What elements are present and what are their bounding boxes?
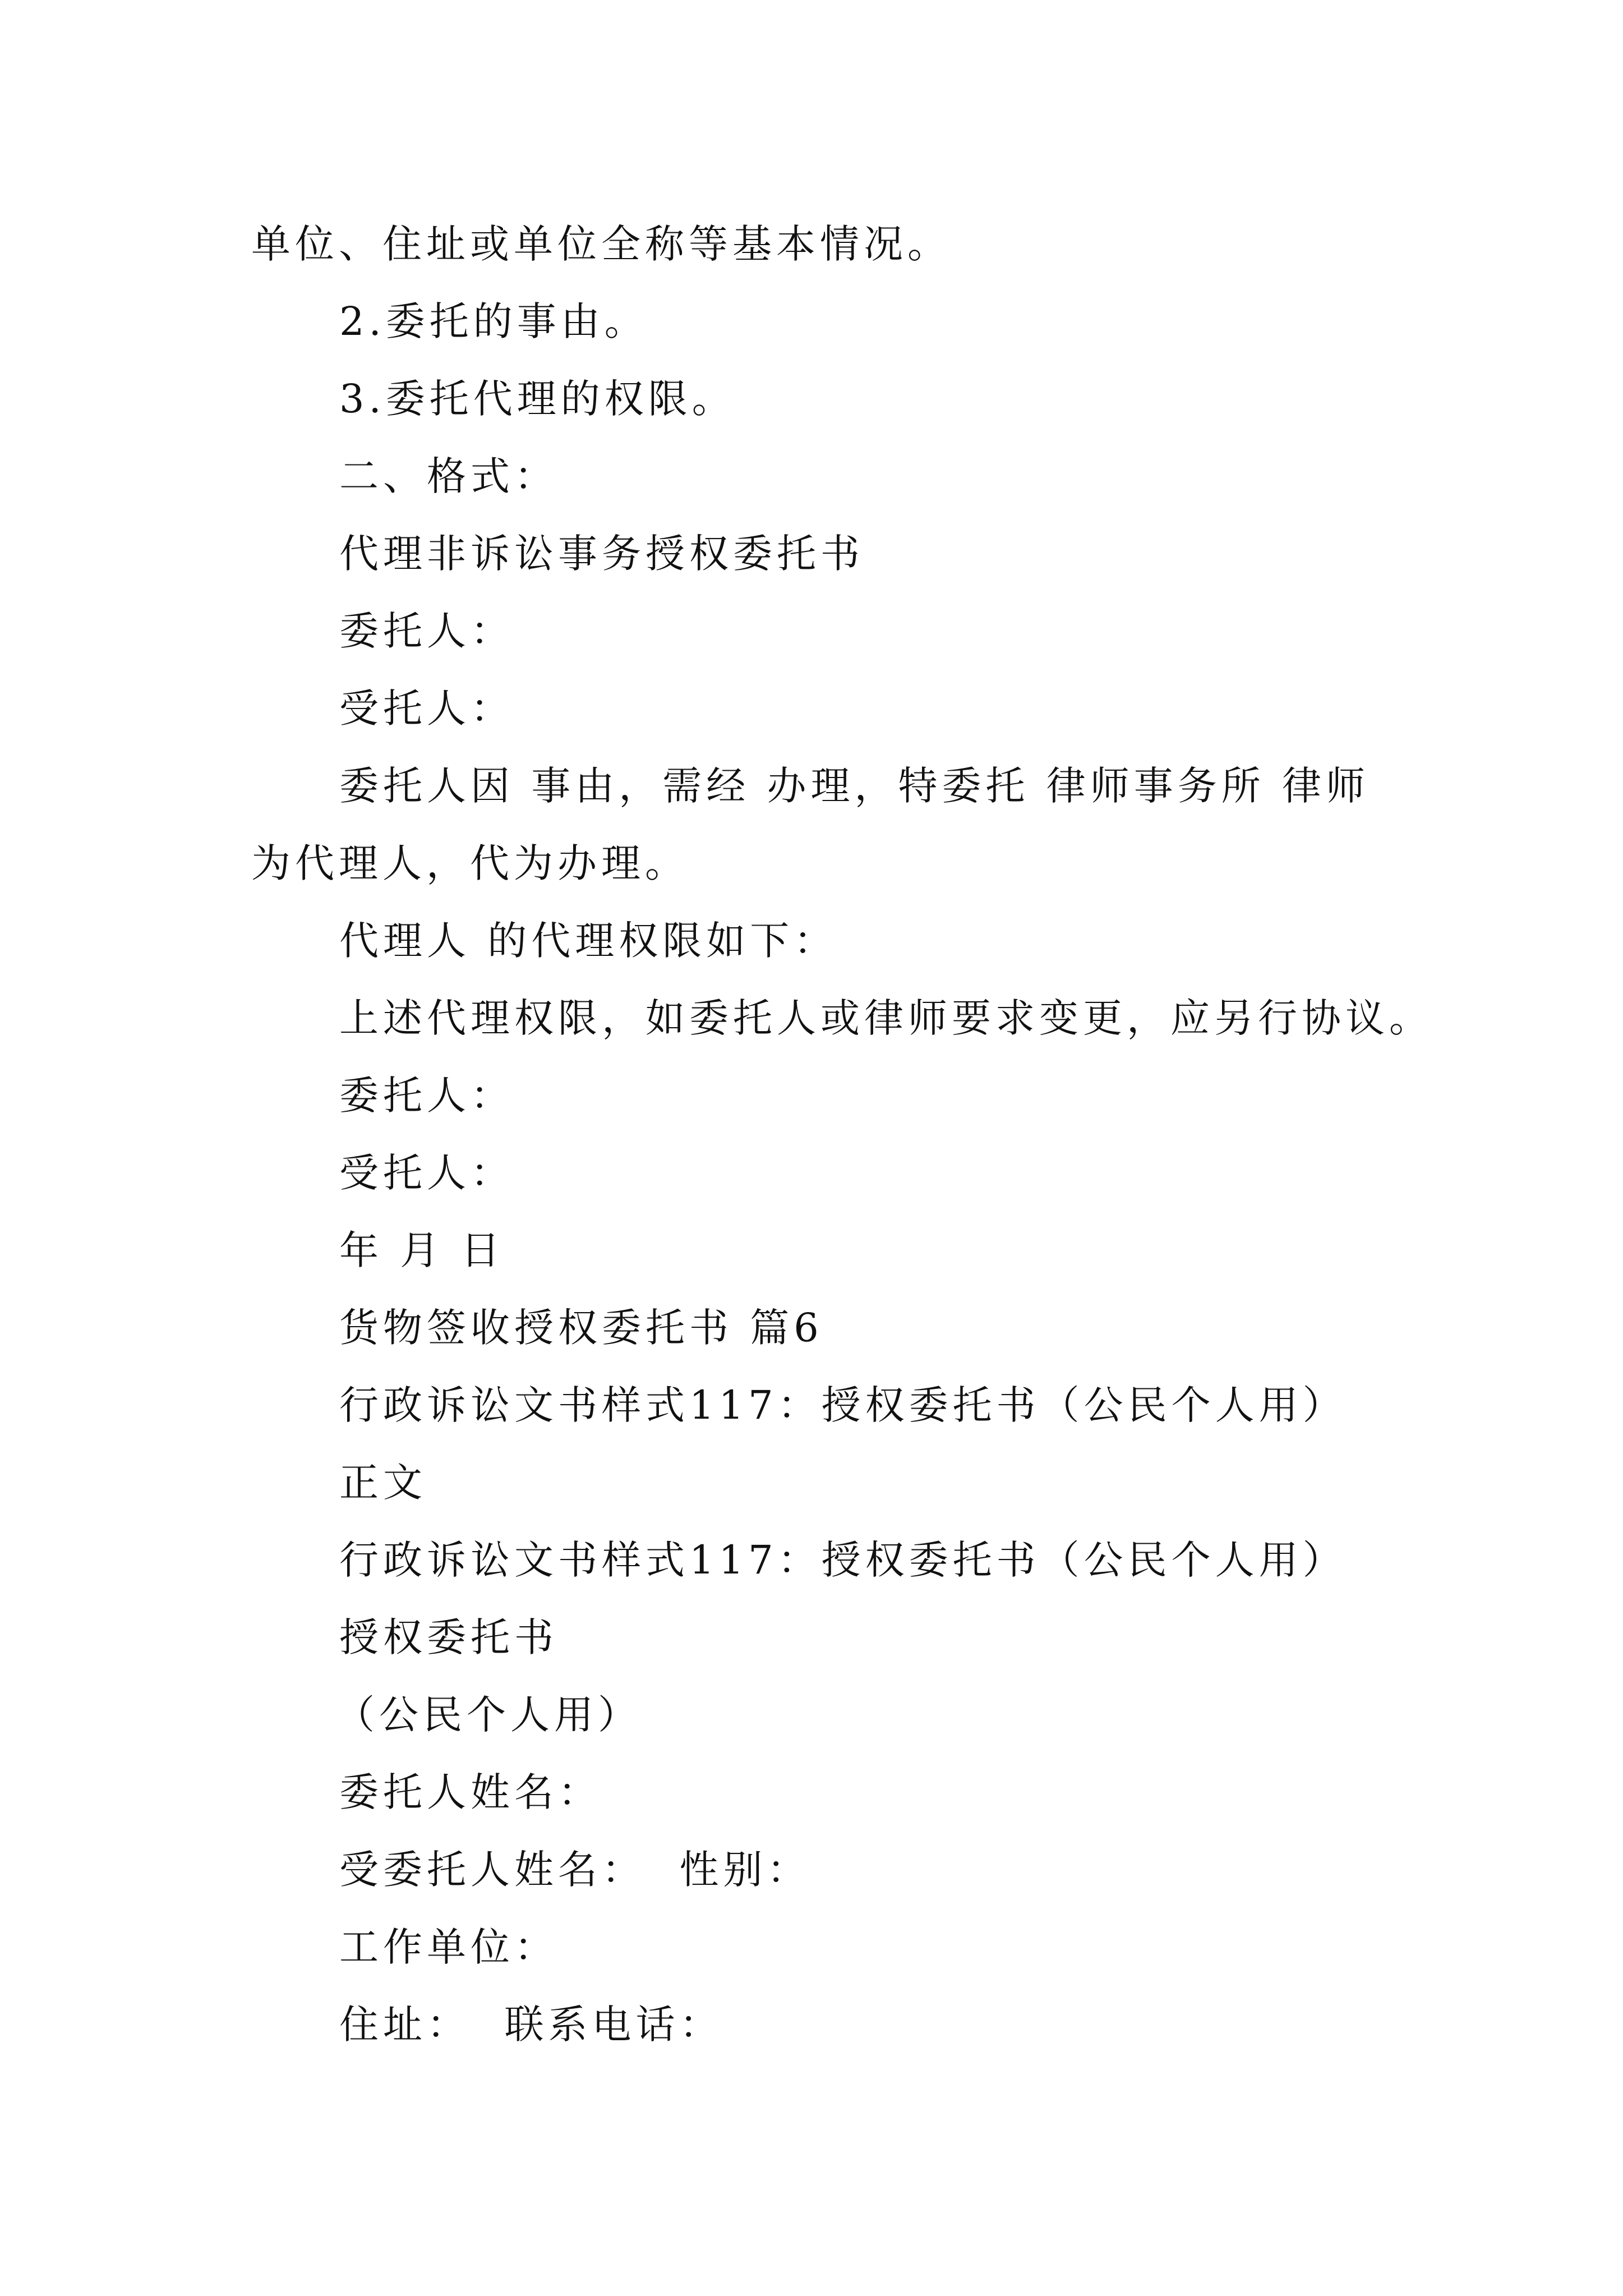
template-reference-repeat: 行政诉讼文书样式117：授权委托书（公民个人用） — [339, 1537, 1347, 1583]
paragraph-entrustment-cont: 为代理人，代为办理。 — [251, 840, 689, 886]
text-line-item-3: 3.委托代理的权限。 — [339, 376, 736, 422]
paragraph-entrustment: 委托人因 事由，需经 办理，特委托 律师事务所 律师 — [339, 763, 1370, 809]
field-address-phone: 住址： 联系电话： — [339, 2001, 723, 2047]
field-principal: 委托人： — [339, 608, 514, 654]
field-agent-name-gender: 受委托人姓名： 性别： — [339, 1847, 811, 1893]
text-line-item-2: 2.委托的事由。 — [339, 298, 648, 344]
field-principal-name: 委托人姓名： — [339, 1769, 602, 1815]
signature-agent: 受托人： — [339, 1150, 514, 1196]
form-subtitle: （公民个人用） — [335, 1692, 642, 1738]
paragraph-change-clause: 上述代理权限，如委托人或律师要求变更，应另行协议。 — [339, 995, 1433, 1041]
body-label: 正文 — [339, 1460, 427, 1506]
form-title-non-litigation: 代理非诉讼事务授权委托书 — [339, 531, 864, 577]
paragraph-authority: 代理人 的代理权限如下： — [339, 918, 838, 964]
date-line: 年 月 日 — [339, 1227, 505, 1273]
field-agent: 受托人： — [339, 685, 514, 731]
section-heading-format: 二、格式： — [339, 453, 558, 499]
signature-principal: 委托人： — [339, 1073, 514, 1119]
field-work-unit: 工作单位： — [339, 1924, 558, 1970]
text-line-basic-info: 单位、住址或单位全称等基本情况。 — [251, 221, 951, 267]
form-title-authorization: 授权委托书 — [339, 1614, 558, 1660]
template-reference: 行政诉讼文书样式117：授权委托书（公民个人用） — [339, 1382, 1347, 1428]
article-heading: 货物签收授权委托书 篇6 — [339, 1305, 823, 1351]
